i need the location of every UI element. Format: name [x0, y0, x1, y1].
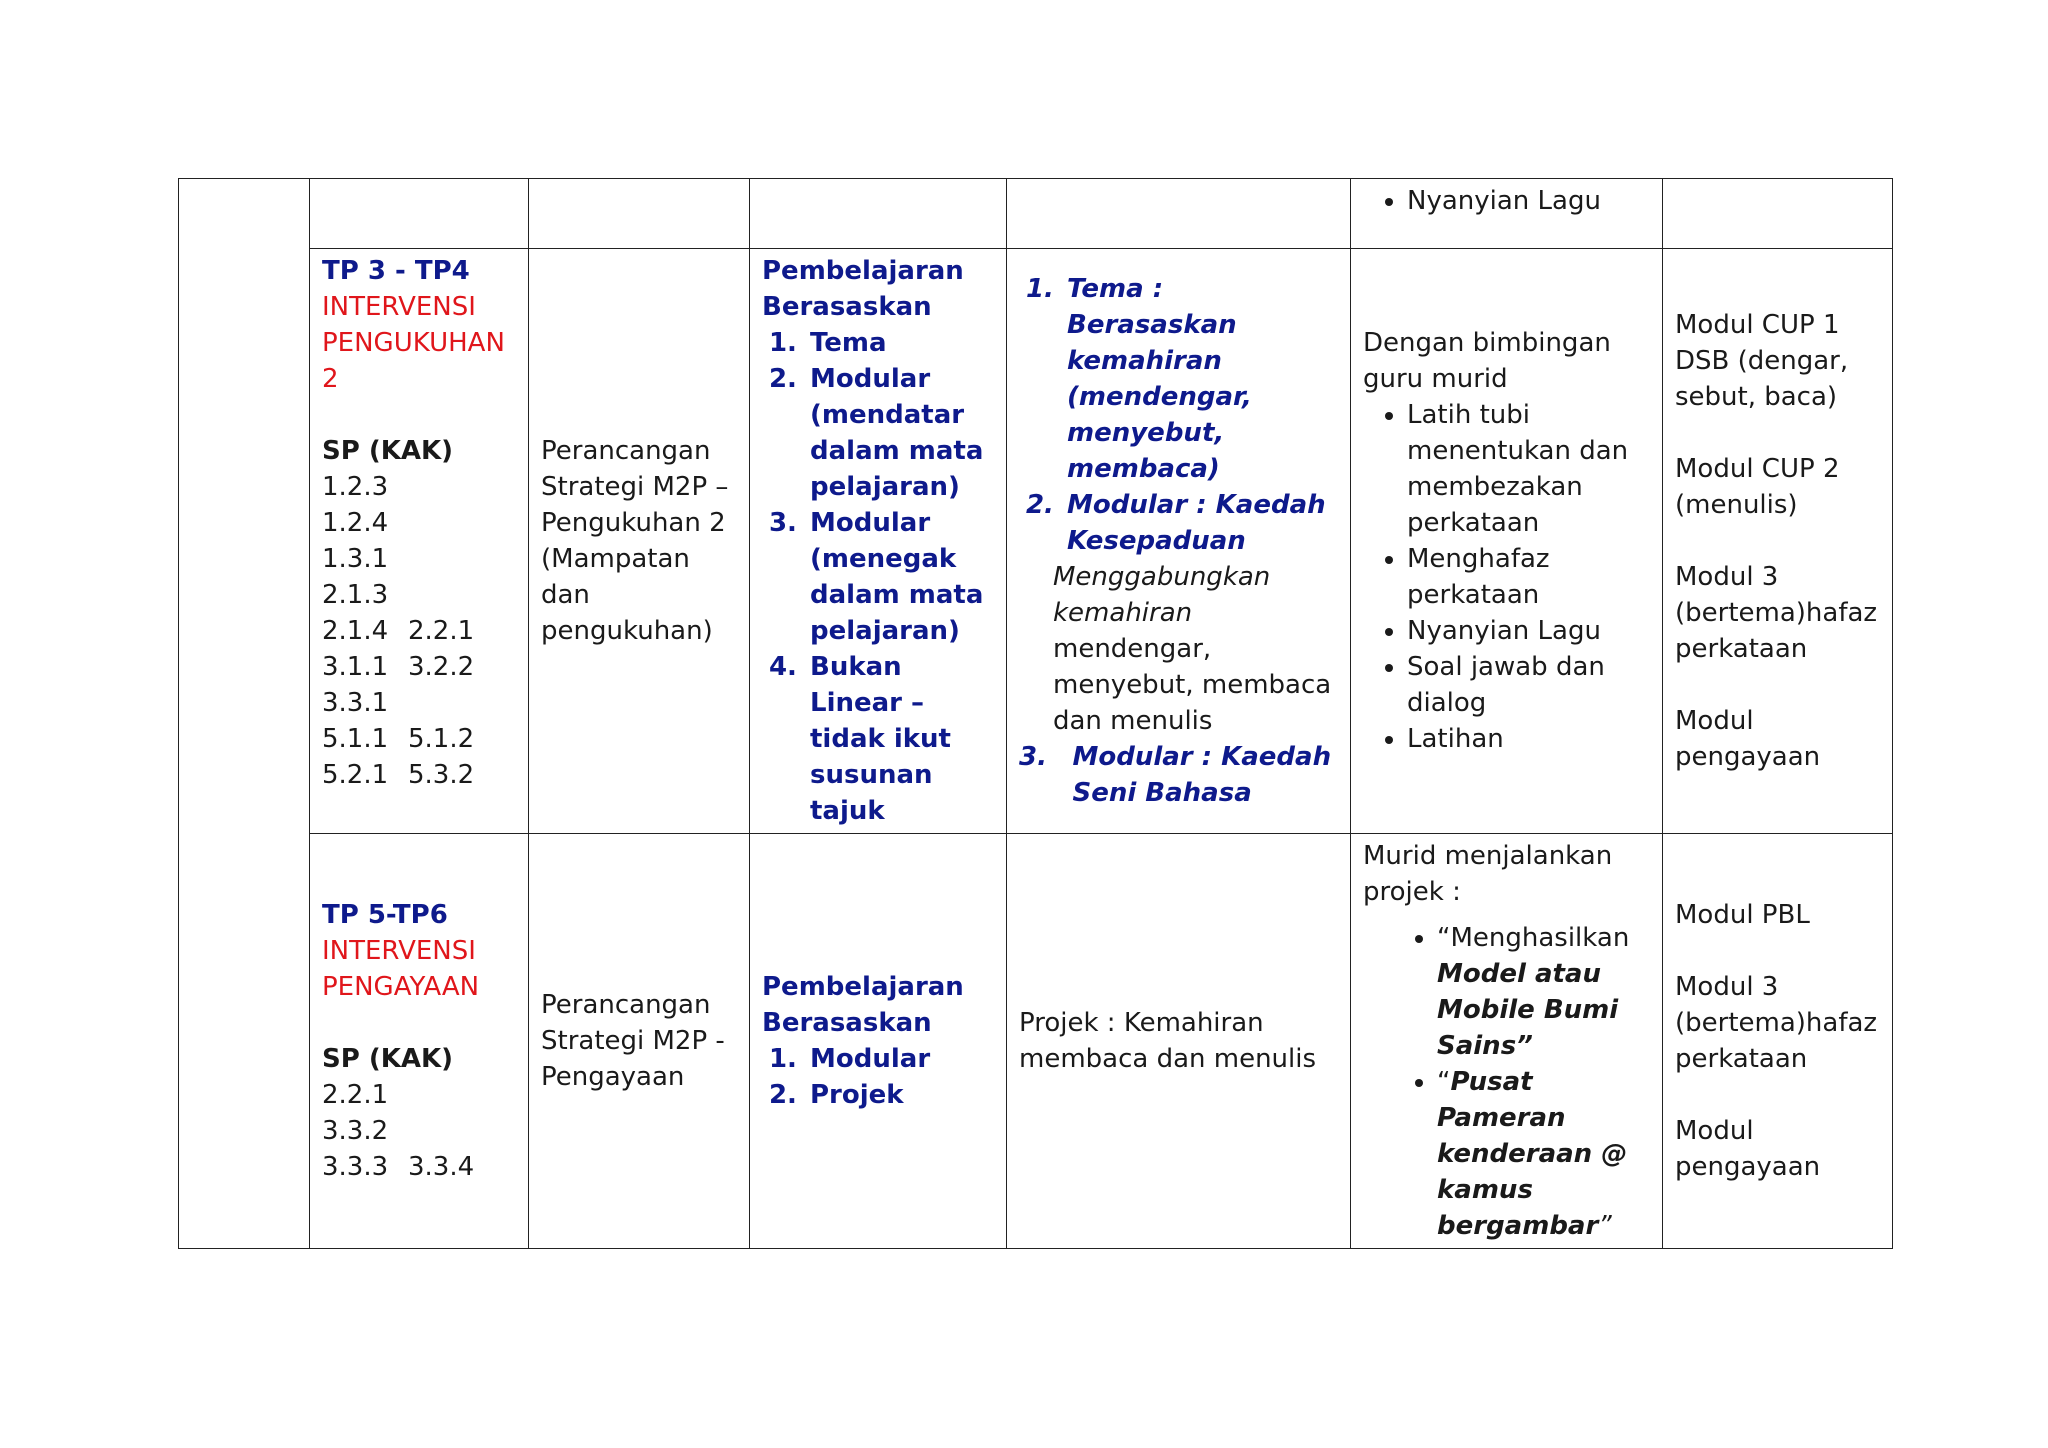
sp-code: 3.2.2 — [408, 652, 475, 682]
approach-cell — [750, 834, 1007, 1249]
list-item: 4. Bukan Linear – tidak ikut susunan tajuk — [806, 649, 994, 829]
resource-item: Modul CUP 1 DSB (dengar, sebut, baca) — [1675, 310, 1849, 412]
sp-code-list — [322, 469, 516, 793]
activity-cell — [1351, 834, 1663, 1249]
resource-item: Modul 3 (bertema)hafaz perkataan — [1675, 562, 1878, 664]
sp-label: SP (KAK) — [322, 1044, 454, 1074]
activity-cell — [1351, 249, 1663, 834]
list-item: • “Pusat Pameran kenderaan @ kamus bergambar” — [1437, 1064, 1650, 1244]
list-item: • Nyanyian Lagu — [1407, 183, 1650, 219]
level-cell — [310, 834, 529, 1249]
sp-code: 1.3.1 — [322, 544, 389, 574]
method-cell — [1007, 834, 1351, 1249]
intervention-label: INTERVENSI — [322, 936, 476, 966]
list-item: 1. Tema — [806, 325, 994, 361]
sp-code: 5.1.2 — [408, 724, 475, 754]
lesson-plan-table — [178, 178, 1893, 1249]
list-item: 1. Tema : Berasaskan kemahiran (mendengar, menyebut, membaca) — [1063, 271, 1338, 487]
tp-label: TP 3 - TP4 — [322, 256, 470, 286]
intervention-label: INTERVENSI — [322, 292, 476, 322]
resource-item: Modul pengayaan — [1675, 1116, 1821, 1182]
intervention-label: PENGUKUHAN — [322, 328, 505, 358]
resource-item: Modul pengayaan — [1675, 706, 1821, 772]
sp-code: 2.1.4 — [322, 616, 389, 646]
empty-cell — [1007, 179, 1351, 249]
resource-cell — [1663, 834, 1893, 1249]
resource-item: Modul CUP 2 (menulis) — [1675, 454, 1840, 520]
list-item: 2. Modular (mendatar dalam mata pelajaran) — [806, 361, 994, 505]
list-item: • Latihan — [1407, 721, 1650, 757]
project-list — [1363, 920, 1650, 1244]
sp-code-list — [322, 1077, 516, 1185]
intervention-label: 2 — [322, 364, 339, 394]
sp-code: 5.2.1 — [322, 760, 389, 790]
activity-list — [1363, 183, 1650, 219]
approach-list — [762, 325, 994, 829]
method-cell — [1007, 249, 1351, 834]
resource-item: Modul PBL — [1675, 900, 1810, 930]
approach-heading: Pembelajaran Berasaskan — [762, 256, 964, 322]
activity-intro: Dengan bimbingan guru murid — [1363, 328, 1611, 394]
activity-list — [1363, 397, 1650, 757]
empty-cell — [1663, 179, 1893, 249]
resource-cell — [1663, 249, 1893, 834]
list-item: 2. Projek — [806, 1077, 994, 1113]
table-row — [179, 179, 1893, 249]
empty-left-cell — [179, 179, 310, 1249]
tp-label: TP 5-TP6 — [322, 900, 448, 930]
sp-label: SP (KAK) — [322, 436, 454, 466]
sp-code: 2.2.1 — [322, 1080, 389, 1110]
list-item: • Soal jawab dan dialog — [1407, 649, 1650, 721]
list-item: • Menghafaz perkataan — [1407, 541, 1650, 613]
strategy-cell — [529, 834, 750, 1249]
table-row — [179, 249, 1893, 834]
empty-cell — [529, 179, 750, 249]
sp-code: 3.1.1 — [322, 652, 389, 682]
intervention-label: PENGAYAAN — [322, 972, 480, 1002]
list-item: 1. Modular — [806, 1041, 994, 1077]
activity-cell — [1351, 179, 1663, 249]
method-list — [1019, 271, 1338, 559]
sp-code: 3.3.2 — [322, 1116, 389, 1146]
method-description: Menggabungkan kemahiran mendengar, menyebut, membaca dan menulis — [1053, 562, 1332, 736]
empty-cell — [310, 179, 529, 249]
sp-code: 3.3.1 — [322, 688, 389, 718]
resource-item: Modul 3 (bertema)hafaz perkataan — [1675, 972, 1878, 1074]
sp-code: 2.2.1 — [408, 616, 475, 646]
sp-code: 1.2.4 — [322, 508, 389, 538]
activity-intro: Murid menjalankan projek : — [1363, 841, 1613, 907]
sp-code: 2.1.3 — [322, 580, 389, 610]
level-cell — [310, 249, 529, 834]
sp-code: 1.2.3 — [322, 472, 389, 502]
list-item: • Nyanyian Lagu — [1407, 613, 1650, 649]
approach-cell — [750, 249, 1007, 834]
approach-list — [762, 1041, 994, 1113]
sp-code: 5.1.1 — [322, 724, 389, 754]
method-item-3: 3. Modular : Kaedah Seni Bahasa — [1019, 742, 1332, 808]
strategy-text: Perancangan Strategi M2P - Pengayaan — [541, 990, 725, 1092]
sp-code: 3.3.3 — [322, 1152, 389, 1182]
approach-heading: Pembelajaran Berasaskan — [762, 972, 964, 1038]
strategy-text: Perancangan Strategi M2P – Pengukuhan 2 (Mampatan dan pengukuhan) — [541, 436, 729, 646]
list-item: 3. Modular (menegak dalam mata pelajaran) — [806, 505, 994, 649]
list-item: • Latih tubi menentukan dan membezakan perkataan — [1407, 397, 1650, 541]
sp-code: 3.3.4 — [408, 1152, 475, 1182]
table-row — [179, 834, 1893, 1249]
strategy-cell — [529, 249, 750, 834]
empty-cell — [750, 179, 1007, 249]
list-item: 2. Modular : Kaedah Kesepaduan — [1063, 487, 1338, 559]
sp-code: 5.3.2 — [408, 760, 475, 790]
method-text: Projek : Kemahiran membaca dan menulis — [1019, 1008, 1317, 1074]
list-item: • “Menghasilkan Model atau Mobile Bumi Sains” — [1437, 920, 1650, 1064]
